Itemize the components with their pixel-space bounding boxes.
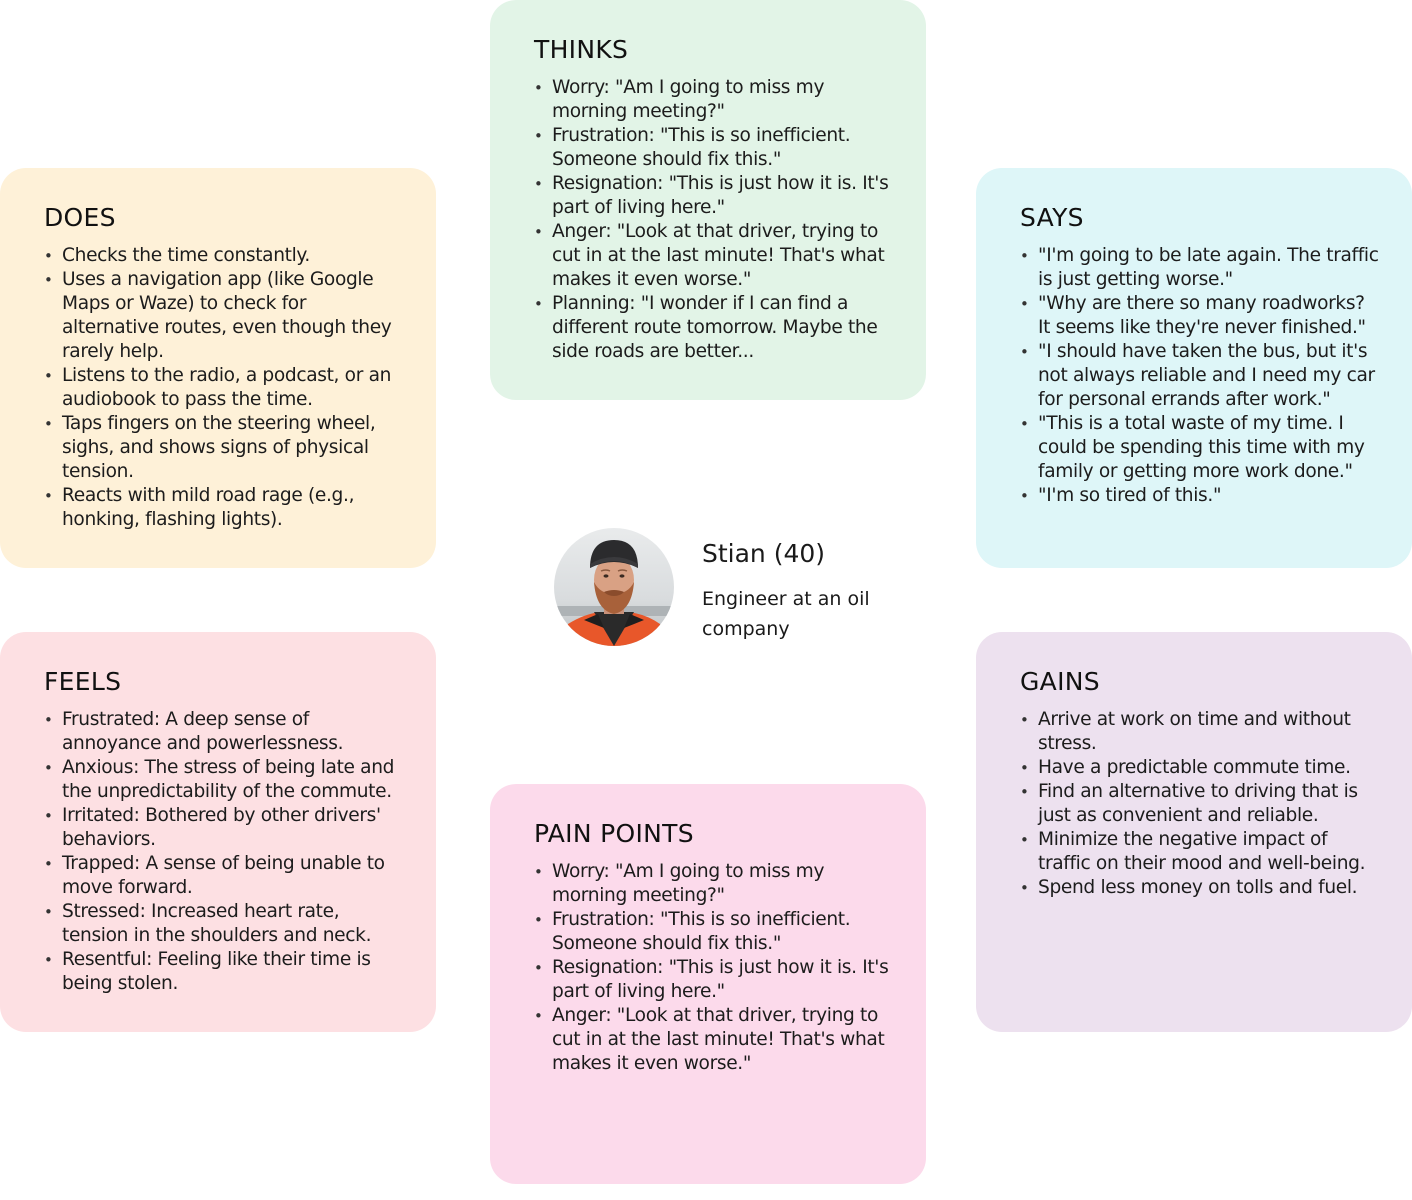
gains-title: GAINS: [1020, 667, 1100, 696]
list-item: • Frustrated: A deep sense of annoyance and powerlessness.: [44, 708, 406, 756]
list-item: • Anxious: The stress of being late and the unpredictability of the commute.: [44, 756, 406, 804]
list-item: • Anger: "Look at that driver, trying to cut in at the last minute! That's what makes it even worse.": [534, 1004, 896, 1076]
list-item: • Listens to the radio, a podcast, or an audiobook to pass the time.: [44, 364, 406, 412]
list-item: • Worry: "Am I going to miss my morning meeting?": [534, 860, 896, 908]
list-item: • Resignation: "This is just how it is. It's part of living here.": [534, 172, 896, 220]
list-item: • Taps fingers on the steering wheel, sighs, and shows signs of physical tension.: [44, 412, 406, 484]
list-item: • Planning: "I wonder if I can find a different route tomorrow. Maybe the side roads are better...: [534, 292, 896, 364]
list-item: • "Why are there so many roadworks? It seems like they're never finished.": [1020, 292, 1382, 340]
list-item: • Irritated: Bothered by other drivers' behaviors.: [44, 804, 406, 852]
list-item: • Stressed: Increased heart rate, tension in the shoulders and neck.: [44, 900, 406, 948]
list-item: • Spend less money on tolls and fuel.: [1020, 876, 1382, 900]
list-item: • Arrive at work on time and without stress.: [1020, 708, 1382, 756]
thinks-list: [534, 76, 896, 364]
pain-points-card: [490, 784, 926, 1184]
list-item: • Worry: "Am I going to miss my morning meeting?": [534, 76, 896, 124]
feels-list: [44, 708, 406, 996]
list-item: • Frustration: "This is so inefficient. Someone should fix this.": [534, 124, 896, 172]
list-item: • Find an alternative to driving that is just as convenient and reliable.: [1020, 780, 1382, 828]
list-item: • Trapped: A sense of being unable to move forward.: [44, 852, 406, 900]
list-item: • Resentful: Feeling like their time is being stolen.: [44, 948, 406, 996]
list-item: • Minimize the negative impact of traffic on their mood and well-being.: [1020, 828, 1382, 876]
persona-role: Engineer at an oil company: [702, 588, 870, 640]
person-photo-icon: [554, 528, 674, 646]
list-item: • Have a predictable commute time.: [1020, 756, 1382, 780]
feels-card: [0, 632, 436, 1032]
thinks-card: [490, 0, 926, 400]
list-item: • Frustration: "This is so inefficient. Someone should fix this.": [534, 908, 896, 956]
persona: [554, 528, 884, 648]
list-item: • "I should have taken the bus, but it's not always reliable and I need my car for personal errands after work.": [1020, 340, 1382, 412]
gains-card: [976, 632, 1412, 1032]
does-list: [44, 244, 406, 532]
thinks-title: THINKS: [534, 35, 629, 64]
list-item: • Resignation: "This is just how it is. It's part of living here.": [534, 956, 896, 1004]
says-card: [976, 168, 1412, 568]
says-title: SAYS: [1020, 203, 1084, 232]
persona-name: Stian (40): [702, 539, 826, 568]
list-item: • "This is a total waste of my time. I could be spending this time with my family or getting more work done.": [1020, 412, 1382, 484]
list-item: • Uses a navigation app (like Google Maps or Waze) to check for alternative routes, even though they rarely help.: [44, 268, 406, 364]
avatar: [554, 528, 674, 646]
list-item: • "I'm so tired of this.": [1020, 484, 1382, 508]
list-item: • "I'm going to be late again. The traffic is just getting worse.": [1020, 244, 1382, 292]
list-item: • Reacts with mild road rage (e.g., honking, flashing lights).: [44, 484, 406, 532]
feels-title: FEELS: [44, 667, 122, 696]
list-item: • Checks the time constantly.: [44, 244, 406, 268]
gains-list: [1020, 708, 1382, 900]
list-item: • Anger: "Look at that driver, trying to cut in at the last minute! That's what makes it even worse.": [534, 220, 896, 292]
does-card: [0, 168, 436, 568]
pain-points-list: [534, 860, 896, 1076]
says-list: [1020, 244, 1382, 508]
pain-points-title: PAIN POINTS: [534, 819, 694, 848]
does-title: DOES: [44, 203, 116, 232]
